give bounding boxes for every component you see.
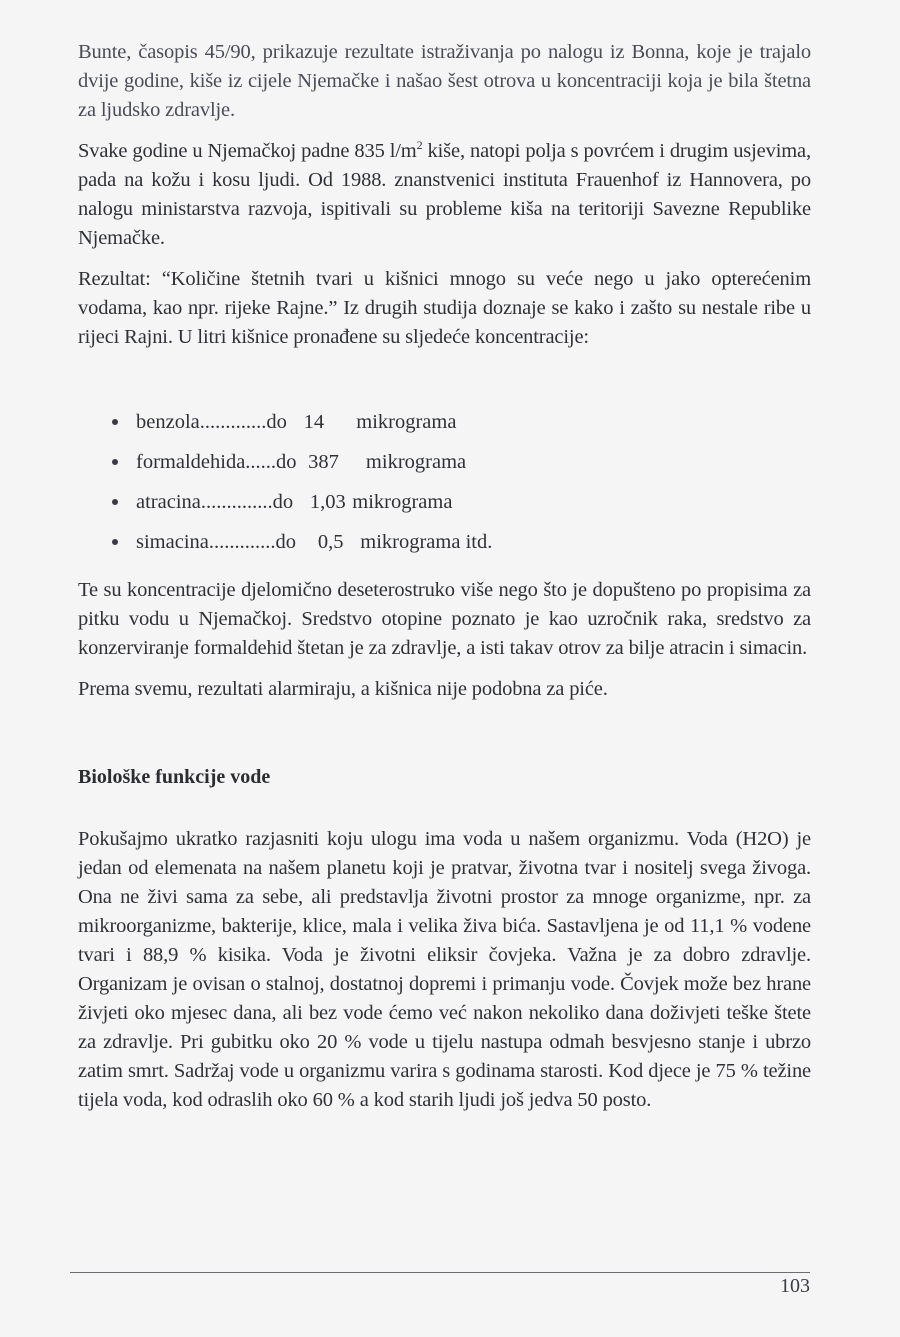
list-item [136, 402, 811, 442]
substance-unit: mikrograma [340, 411, 457, 433]
substance-value: 387 [308, 451, 339, 473]
paragraph-concentrations: Te su koncentracije djelomično deseterostruko više nego što je dopušteno po propisima za pitku vodu u Njemačkoj. Sredstvo otopine poznato je kao uzročnik raka, sredstvo za konzerviranje formaldehid štetan je za zdravlje, a isti takav otrov za bilje atracin i simacin. [78, 579, 811, 659]
paragraph-conclusion: Prema svemu, rezultati alarmiraju, a kišnica nije podobna za piće. [78, 678, 608, 700]
bullet-icon [112, 539, 118, 545]
page-number: 103 [780, 1275, 810, 1297]
substance-name: benzola.............do [136, 411, 287, 433]
paragraph-result: Rezultat: “Količine štetnih tvari u kišnici mnogo su veće nego u jako opterećenim vodama, kao npr. rijeke Rajne.” Iz drugih studija doznaje se kako i zašto su nestale ribe u rijeci Rajni. U litri kišnice pronađene su sljedeće koncentracije: [78, 268, 811, 348]
substance-unit: mikrograma [347, 491, 453, 513]
superscript: 2 [416, 138, 423, 153]
rainfall-text-before: Svake godine u Njemačkoj padne 835 l/m [78, 140, 417, 162]
bullet-icon [112, 419, 118, 425]
paragraph-rainfall [78, 137, 811, 253]
substance-value: 1,03 [294, 491, 346, 513]
rainfall-text-after: kiše, natopi polja s povrćem i drugim usjevima, pada na kožu i kosu ljudi. Od 1988. znanstvenici instituta Frauenhof iz Hannovera, po nalogu ministarstva razvoja, ispitivali su probleme kiša na teritoriji Savezne Republike Njemačke. [78, 140, 811, 249]
paragraph-bunte: Bunte, časopis 45/90, prikazuje rezultate istraživanja po nalogu iz Bonna, koje je trajalo dvije godine, kiše iz cijele Njemačke i našao šest otrova u koncentraciji koja je bila štetna za ljudsko zdravlje. [78, 41, 811, 121]
substance-value: 0,5 [302, 531, 344, 553]
list-item [136, 442, 811, 482]
substance-name: atracina..............do [136, 491, 294, 513]
concentrations-list [136, 402, 811, 562]
page-content [78, 38, 811, 1127]
footer-divider [70, 1272, 810, 1273]
list-item [136, 482, 811, 522]
bullet-icon [112, 499, 118, 505]
substance-name: formaldehida......do [136, 451, 297, 473]
paragraph-biological-functions: Pokušajmo ukratko razjasniti koju ulogu ima voda u našem organizmu. Voda (H2O) je jedan od elemenata na našem planetu koji je pratvar, životna tvar i nositelj svega živoga. Ona ne živi sama za sebe, ali predstavlja životni prostor za mnoge organizme, npr. za mikroorganizme, bakterije, klice, mala i velika živa bića. Sastavljena je od 11,1 % vodene tvari i 88,9 % kisika. Voda je životni eliksir čovjeka. Važna je za dobro zdravlje. Organizam je ovisan o stalnoj, dostatnoj dopremi i primanju vode. Čovjek može bez hrane živjeti oko mjesec dana, ali bez vode ćemo već nakon nekoliko dana doživjeti teške štete za zdravlje. Pri gubitku oko 20 % vode u tijelu nastupa odmah besvjesno stanje i ubrzo zatim smrt. Sadržaj vode u organizmu varira s godinama starosti. Kod djece je 75 % težine tijela voda, kod odraslih oko 60 % a kod starih ljudi još jedva 50 posto. [78, 828, 811, 1111]
substance-unit: mikrograma itd. [350, 531, 493, 553]
section-heading: Biološke funkcije vode [78, 766, 271, 788]
substance-name: simacina.............do [136, 531, 296, 553]
substance-unit: mikrograma [350, 451, 467, 473]
substance-value: 14 [303, 411, 325, 433]
list-item [136, 522, 811, 562]
bullet-icon [112, 459, 118, 465]
